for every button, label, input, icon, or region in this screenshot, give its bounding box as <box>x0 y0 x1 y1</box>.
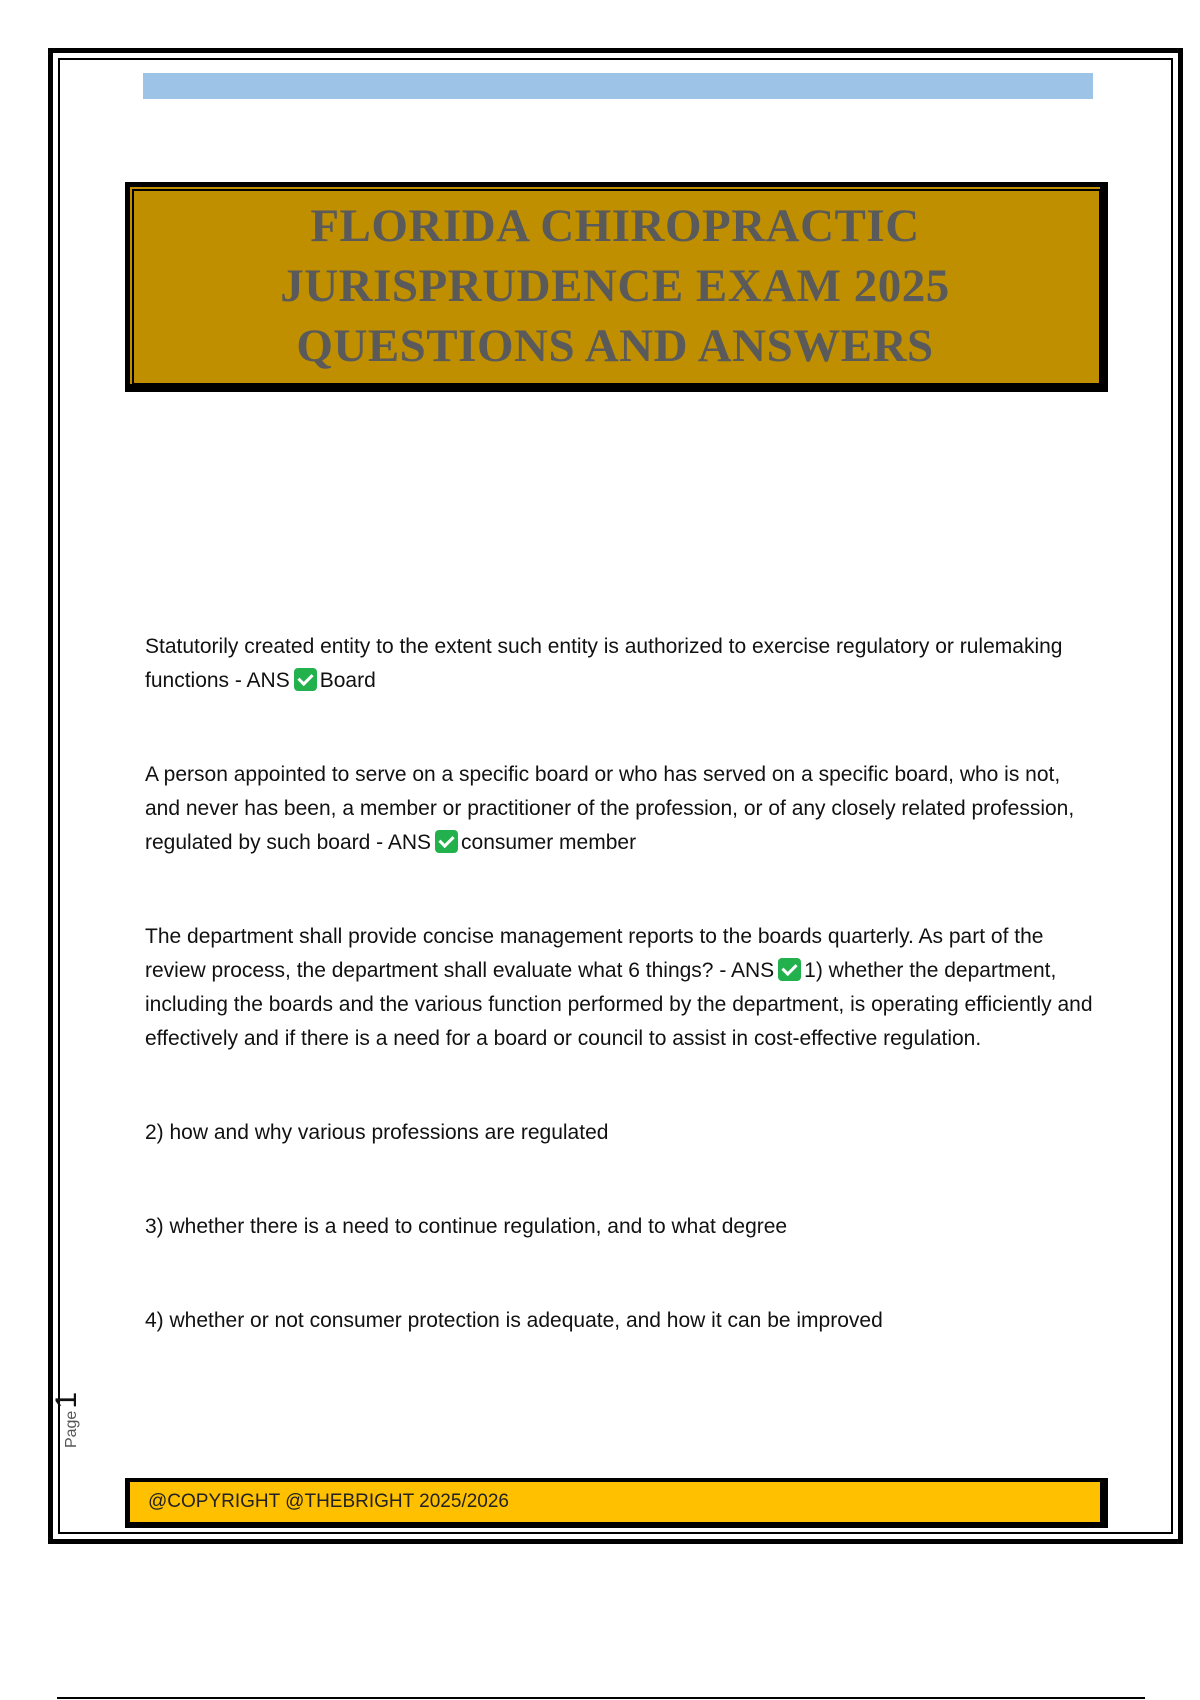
page-number: 1 <box>50 1391 83 1409</box>
document-title: FLORIDA CHIROPRACTIC JURISPRUDENCE EXAM 2025 QUESTIONS AND ANSWERS <box>280 199 950 372</box>
page-number-indicator <box>50 1391 110 1449</box>
qa-item-2 <box>145 758 1095 860</box>
answer-list-item: 4) whether or not consumer protection is adequate, and how it can be improved <box>145 1309 883 1332</box>
question-text: The department shall provide concise management reports to the boards quarterly. As part of the review process, the department shall evaluate what 6 things? - ANS <box>145 925 1044 982</box>
qa-item-3 <box>145 920 1095 1056</box>
check-mark-icon <box>778 958 801 981</box>
answer-list-item: 2) how and why various professions are regulated <box>145 1121 609 1144</box>
check-mark-icon <box>435 830 458 853</box>
answer-list-item: 3) whether there is a need to continue regulation, and to what degree <box>145 1215 788 1238</box>
copyright-text: @COPYRIGHT @THEBRIGHT 2025/2026 <box>148 1491 509 1512</box>
check-mark-icon <box>294 668 317 691</box>
qa-content <box>145 630 1095 1398</box>
top-accent-bar <box>143 73 1093 99</box>
copyright-footer <box>125 1478 1108 1528</box>
answer-text: consumer member <box>461 831 637 854</box>
answer-text: 1) whether the department, including the boards and the various function performed by the department, is operating efficiently and effectively and if there is a need for a board or council to assist in cost-effective regulation. <box>145 959 1093 1050</box>
qa-item-1 <box>145 630 1095 698</box>
question-text: Statutorily created entity to the extent such entity is authorized to exercise regulatory or rulemaking functions - ANS <box>145 635 1063 692</box>
question-text: A person appointed to serve on a specific board or who has served on a specific board, who is not, and never has been, a member or practitioner of the profession, or of any closely related profession, regulated by such board - ANS <box>145 763 1075 854</box>
bottom-divider <box>57 1697 1145 1699</box>
answer-text: Board <box>319 669 376 692</box>
page-label: Page <box>63 1410 80 1449</box>
title-banner <box>125 182 1108 392</box>
